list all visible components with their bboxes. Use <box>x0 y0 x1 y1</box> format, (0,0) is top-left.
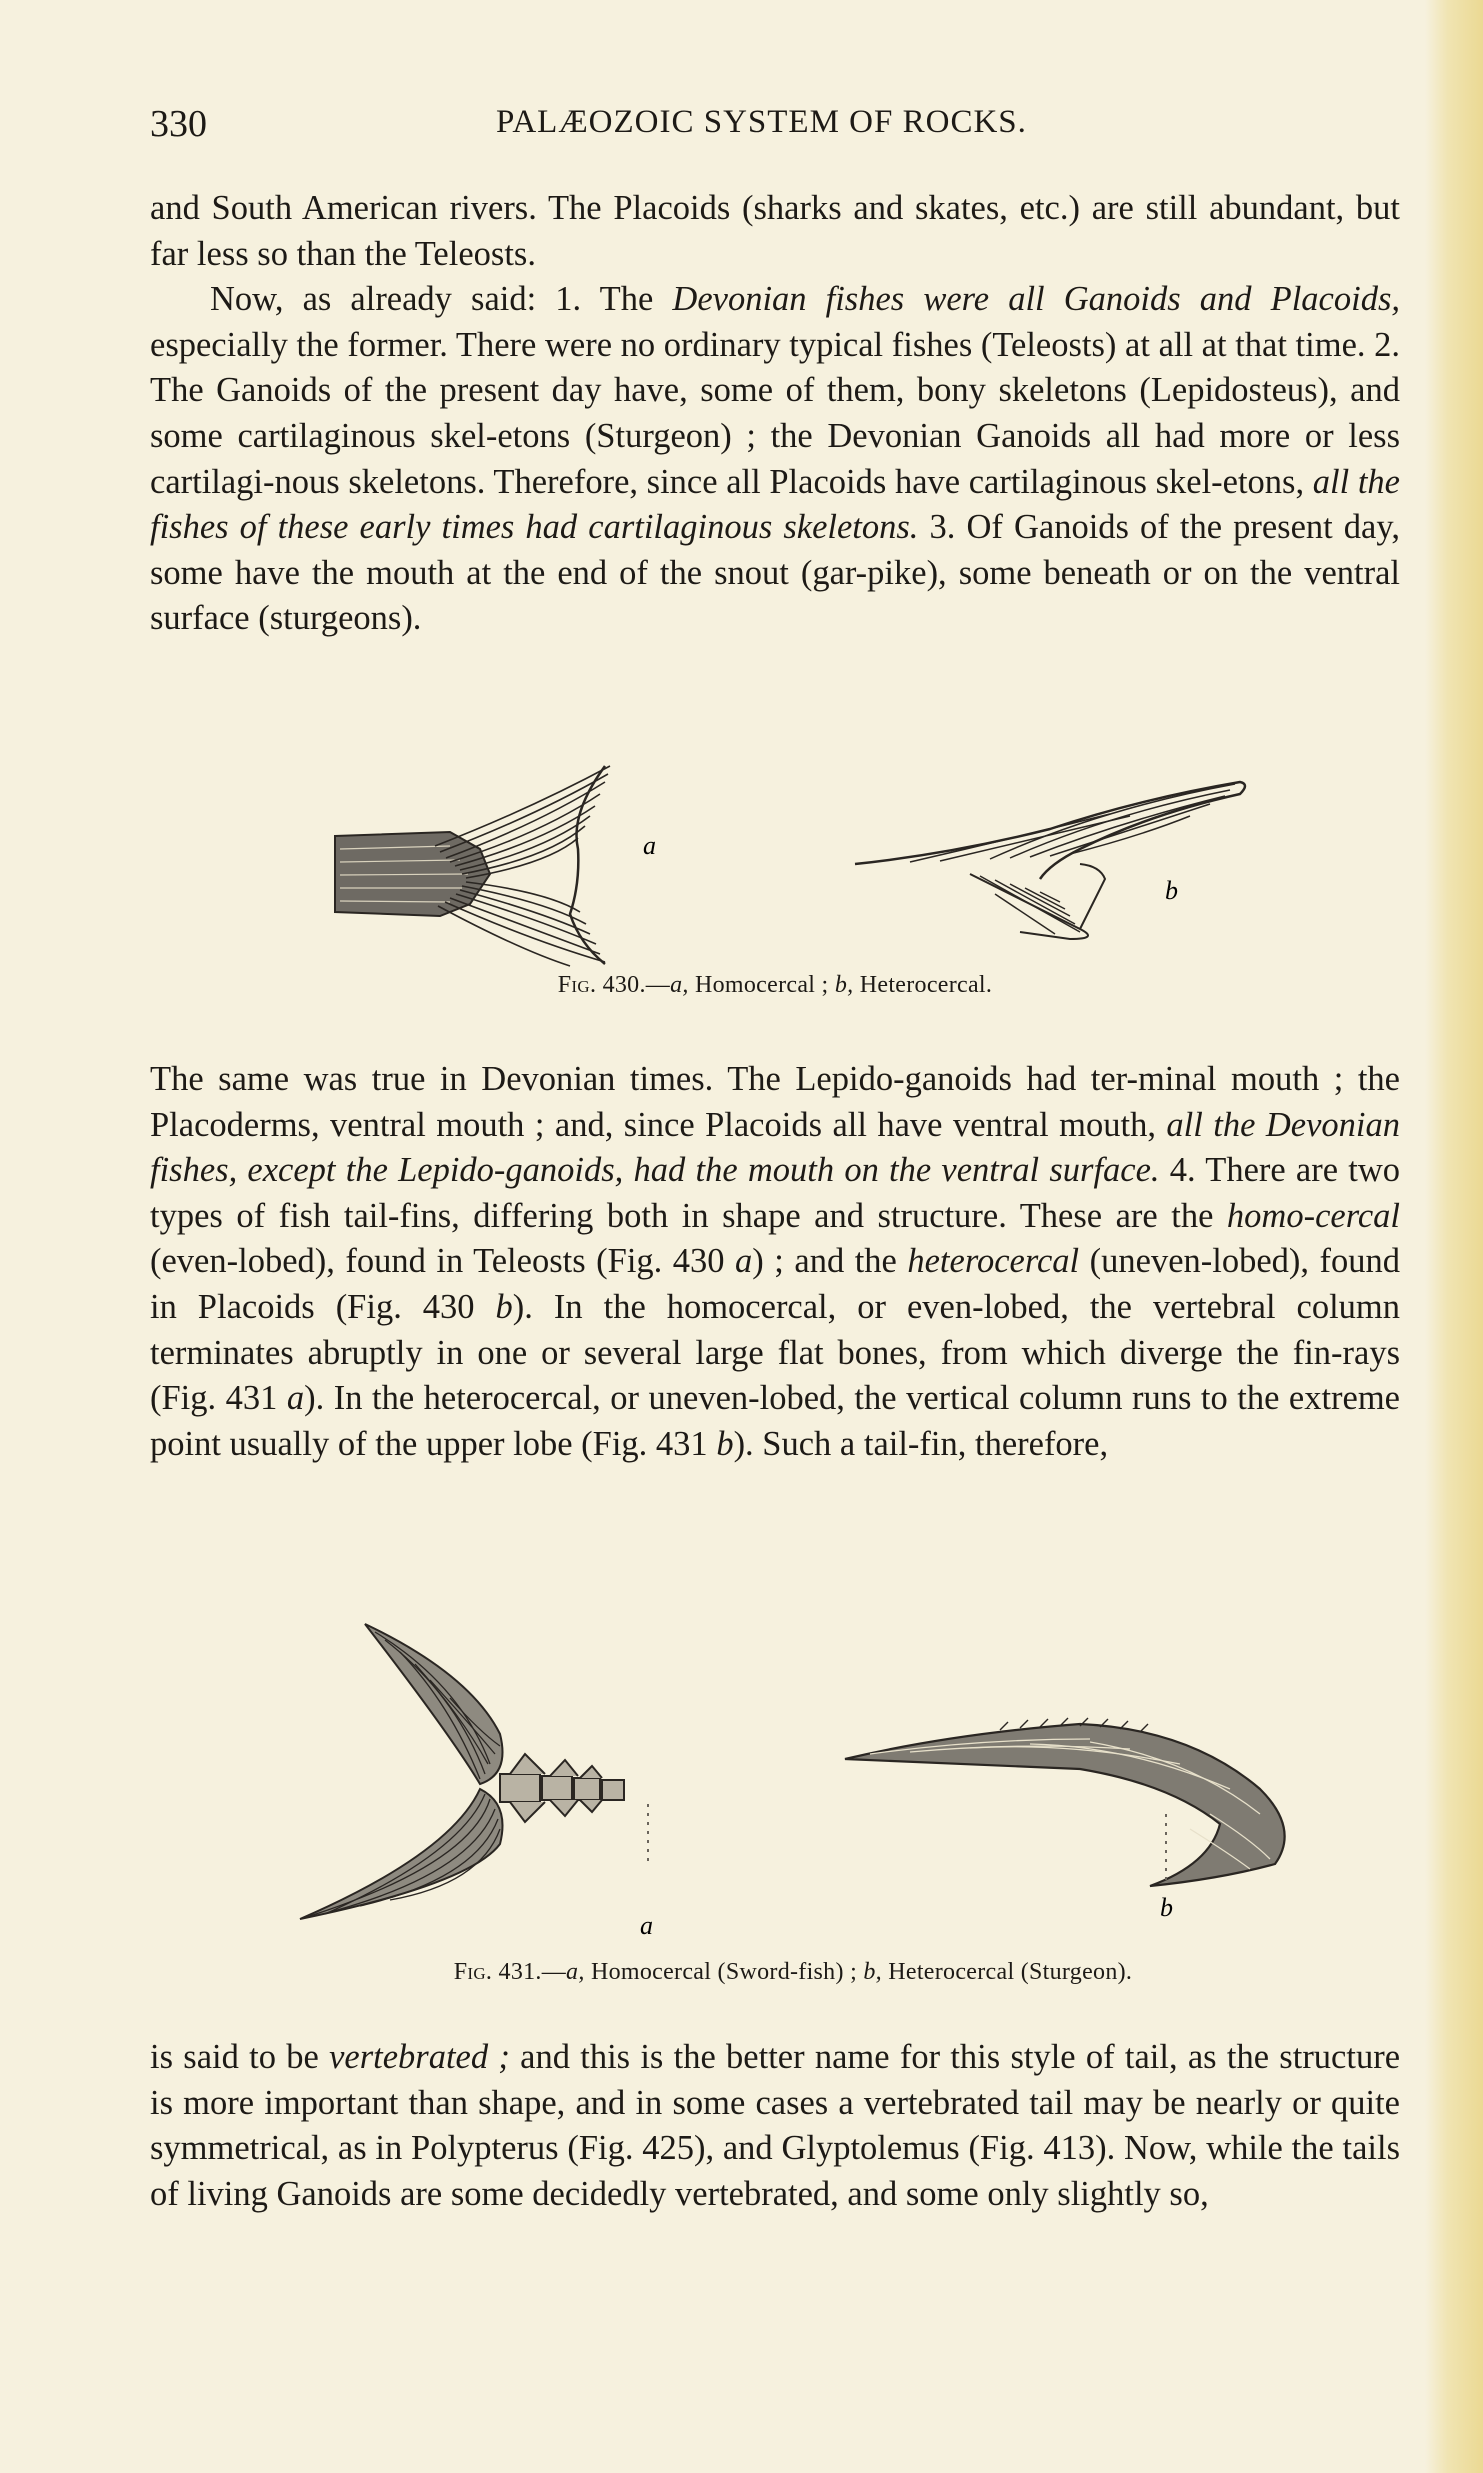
figure-430-label-a: a <box>643 831 656 860</box>
figure-431-label-b: b <box>1160 1893 1173 1922</box>
running-title: PALÆOZOIC SYSTEM OF ROCKS. <box>496 104 1027 140</box>
text-block-3 <box>150 2035 1400 2217</box>
homocercal-tail-illustration <box>335 766 610 966</box>
figure-431-illustration <box>150 1614 1400 1959</box>
page-edge-shadow <box>1425 0 1483 2473</box>
figure-430 <box>150 754 1400 1012</box>
heterocercal-tail-illustration <box>855 782 1245 939</box>
paragraph: Now, as already said: 1. The Devonian fishes were all Ganoids and Placoids, especially the former. There were no ordinary typical fishes (Teleosts) at all at that time. 2. The Ganoids of the present day have, some of them, bony skeletons (Lepidosteus), and some cartilaginous skel-etons (Sturgeon) ; the Devonian Ganoids all had more or less cartilagi-nous skeletons. Therefore, since all Placoids have cartilaginous skel-etons, all the fishes of these early times had cartilaginous skeletons. 3. Of Ganoids of the present day, some have the mouth at the end of the snout (gar-pike), some beneath or on the ventral surface (sturgeons). <box>150 280 1401 638</box>
figure-430-illustration <box>150 754 1400 969</box>
running-head <box>150 102 1400 152</box>
figure-430-caption: Fig. 430.—a, Homocercal ; b, Heterocercal. <box>557 972 993 998</box>
figure-431-label-a: a <box>640 1911 653 1940</box>
paragraph: The same was true in Devonian times. The Lepido-ganoids had ter-minal mouth ; the Placoderms, ventral mouth ; and, since Placoids all have ventral mouth, all the Devonian fishes, except the Lepido-ganoids, had the mouth on the ventral surface. 4. There are two types of fish tail-fins, differing both in shape and structure. These are the homo-cercal (even-lobed), found in Teleosts (Fig. 430 a) ; and the heterocercal (uneven-lobed), found in Placoids (Fig. 430 b). In the homocercal, or even-lobed, the vertebral column terminates abruptly in one or several large flat bones, from which diverge the fin-rays (Fig. 431 a). In the heterocercal, or uneven-lobed, the vertical column runs to the extreme point usually of the upper lobe (Fig. 431 b). Such a tail-fin, therefore, <box>150 1060 1401 1463</box>
figure-431 <box>150 1614 1400 1994</box>
text-block-2 <box>150 1057 1400 1467</box>
text-block-1 <box>150 186 1400 642</box>
figure-430-label-b: b <box>1165 876 1178 905</box>
swordfish-tail-illustration <box>300 1624 624 1919</box>
page-number: 330 <box>150 103 207 145</box>
figure-431-caption: Fig. 431.—a, Homocercal (Sword-fish) ; b, Heterocercal (Sturgeon). <box>453 1959 1133 1985</box>
sturgeon-tail-illustration <box>845 1718 1285 1886</box>
paragraph: is said to be vertebrated ; and this is the better name for this style of tail, as the structure is more important than shape, and in some cases a vertebrated tail may be nearly or quite symmetrical, as in Polypterus (Fig. 425), and Glyptolemus (Fig. 413). Now, while the tails of living Ganoids are some decidedly vertebrated, and some only slightly so, <box>150 2038 1401 2213</box>
paragraph: and South American rivers. The Placoids (sharks and skates, etc.) are still abundant, but far less so than the Teleosts. <box>150 189 1400 273</box>
